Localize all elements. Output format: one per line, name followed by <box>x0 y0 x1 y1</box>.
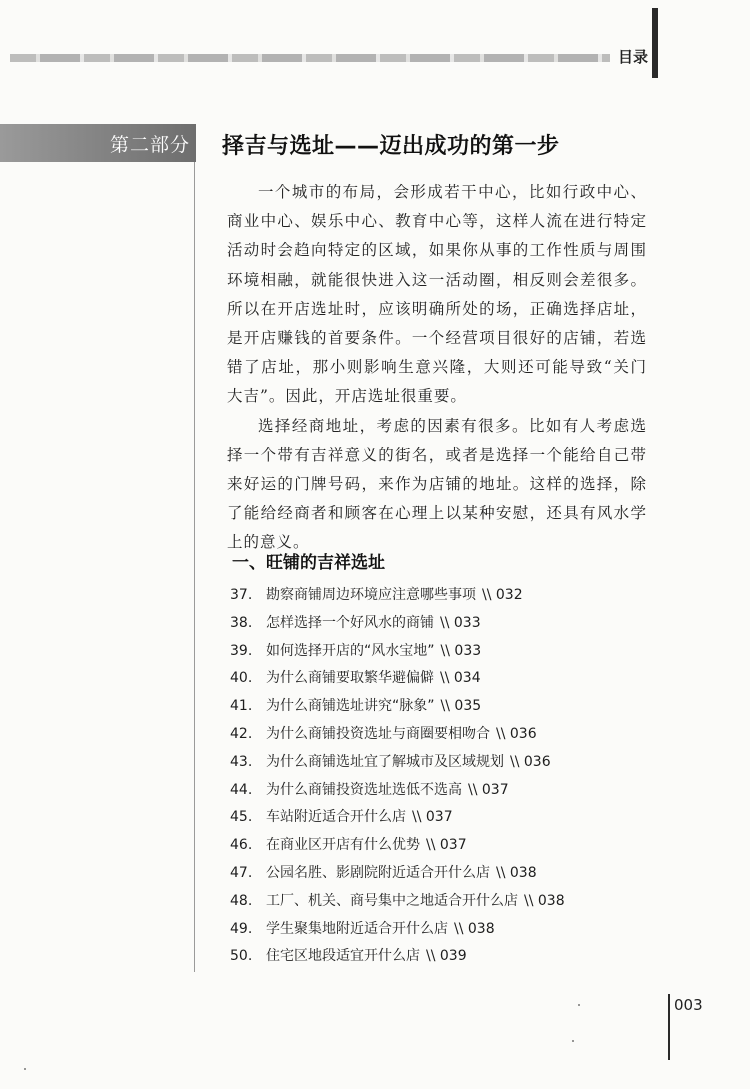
intro-paragraph: 一个城市的布局，会形成若干中心，比如行政中心、商业中心、娱乐中心、教育中心等，这样人流在进行特定活动时会趋向特定的区域，如果你从事的工作性质与周围环境相融，就能很快进入这一活动圈，相反则会差很多。所以在开店选址时，应该明确所处的场，正确选择店址，是开店赚钱的首要条件。一个经营项目很好的店铺，若选错了店址，那小则影响生意兴隆，大则还可能导致“关门大吉”。因此，开店选址很重要。 <box>227 183 647 406</box>
toc-entry[interactable] <box>230 943 670 971</box>
toc-entry-title: 公园名胜、影剧院附近适合开什么店 <box>266 864 490 881</box>
toc-entry-separator: \\ <box>482 587 492 603</box>
toc-entry-title: 为什么商铺要取繁华避偏僻 <box>266 670 434 687</box>
page-number: 003 <box>674 996 703 1014</box>
toc-entry-title: 如何选择开店的“风水宝地” <box>266 642 435 659</box>
intro-paragraph: 选择经商地址，考虑的因素有很多。比如有人考虑选择一个带有吉祥意义的街名，或者是选择一个能给自己带来好运的门牌号码，来作为店铺的地址。这样的选择，除了能给经商者和顾客在心理上以某种安慰，还具有风水学上的意义。 <box>227 416 647 552</box>
toc-entry-number: 48. <box>230 892 253 909</box>
toc-entry-separator: \\ <box>510 753 520 770</box>
toc-entry-number: 37. <box>230 587 253 603</box>
toc-entry-separator: \\ <box>440 698 450 715</box>
left-vertical-rule <box>194 162 195 972</box>
toc-entry-title: 勘察商铺周边环境应注意哪些事项 <box>266 587 476 603</box>
toc-entry-page: 038 <box>537 892 565 909</box>
toc-entry[interactable] <box>230 916 670 944</box>
toc-entry-separator: \\ <box>468 781 478 798</box>
toc-entry-separator: \\ <box>426 948 436 965</box>
toc-entry-number: 46. <box>230 837 253 854</box>
toc-entry[interactable] <box>230 638 670 666</box>
toc-entry[interactable] <box>230 665 670 693</box>
toc-entry[interactable] <box>230 610 670 638</box>
toc-entry[interactable] <box>230 888 670 916</box>
toc-entry-page: 033 <box>453 614 481 631</box>
part-label: 第二部分 <box>110 134 191 156</box>
toc-entry-separator: \\ <box>426 837 436 854</box>
toc-entry[interactable] <box>230 693 670 721</box>
toc-entry-title: 怎样选择一个好风水的商铺 <box>266 614 434 631</box>
toc-entry-number: 43. <box>230 753 253 770</box>
toc-entry-number: 41. <box>230 698 253 715</box>
scan-speck <box>572 1040 574 1042</box>
toc-entry-page: 038 <box>509 864 537 881</box>
part-title: 择吉与选址——迈出成功的第一步 <box>222 134 560 159</box>
toc-entry-title: 为什么商铺投资选址与商圈要相吻合 <box>266 725 490 742</box>
toc-entry-page: 033 <box>454 642 482 659</box>
toc-entry-page: 036 <box>523 753 551 770</box>
toc-entry-separator: \\ <box>496 864 506 881</box>
toc-entry-separator: \\ <box>524 892 534 909</box>
toc-entry-title: 为什么商铺选址宜了解城市及区域规划 <box>266 753 504 770</box>
toc-entry-number: 49. <box>230 920 253 937</box>
scan-speck <box>24 1068 26 1070</box>
toc-entry[interactable] <box>230 582 670 610</box>
toc-entry-separator: \\ <box>440 670 450 687</box>
toc-entry-page: 037 <box>481 781 509 798</box>
toc-entry[interactable] <box>230 832 670 860</box>
header-toc-label: 目录 <box>618 48 649 66</box>
header-decorative-rule <box>10 54 610 62</box>
toc-entry-page: 037 <box>439 837 467 854</box>
toc-entry[interactable] <box>230 721 670 749</box>
toc-entry-number: 45. <box>230 809 253 826</box>
toc-entry-page: 038 <box>467 920 495 937</box>
toc-entry-title: 为什么商铺投资选址选低不选高 <box>266 781 462 798</box>
toc-entry-page: 034 <box>453 670 481 687</box>
toc-entry-separator: \\ <box>454 920 464 937</box>
toc-entry-number: 47. <box>230 864 253 881</box>
toc-entry-separator: \\ <box>496 725 506 742</box>
toc-entry-page: 039 <box>439 948 467 965</box>
toc-entry-title: 学生聚集地附近适合开什么店 <box>266 920 448 937</box>
toc-entry-number: 42. <box>230 725 253 742</box>
toc-entry-number: 39. <box>230 642 253 659</box>
toc-entry-separator: \\ <box>440 642 450 659</box>
toc-entry[interactable] <box>230 777 670 805</box>
toc-entry-number: 50. <box>230 948 253 965</box>
toc-entry-number: 38. <box>230 614 253 631</box>
header-vertical-bar <box>652 8 658 78</box>
toc-entry-separator: \\ <box>412 809 422 826</box>
toc-entry-title: 工厂、机关、商号集中之地适合开什么店 <box>266 892 518 909</box>
toc-entry-number: 44. <box>230 781 253 798</box>
toc-list <box>230 582 670 971</box>
toc-entry-title: 车站附近适合开什么店 <box>266 809 406 826</box>
scan-speck <box>578 1004 580 1006</box>
toc-entry-page: 032 <box>495 587 523 603</box>
toc-entry-separator: \\ <box>440 614 450 631</box>
toc-entry[interactable] <box>230 749 670 777</box>
toc-entry-title: 为什么商铺选址讲究“脉象” <box>266 698 435 715</box>
toc-entry-title: 住宅区地段适宜开什么店 <box>266 948 420 965</box>
toc-entry-number: 40. <box>230 670 253 687</box>
toc-entry-page: 036 <box>509 725 537 742</box>
toc-entry-page: 037 <box>425 809 453 826</box>
section-heading: 一、旺铺的吉祥选址 <box>232 553 385 573</box>
toc-entry[interactable] <box>230 804 670 832</box>
toc-entry[interactable] <box>230 860 670 888</box>
footer-vertical-bar <box>668 994 670 1060</box>
intro-text <box>227 178 647 558</box>
toc-entry-title: 在商业区开店有什么优势 <box>266 837 420 854</box>
toc-entry-page: 035 <box>454 698 482 715</box>
